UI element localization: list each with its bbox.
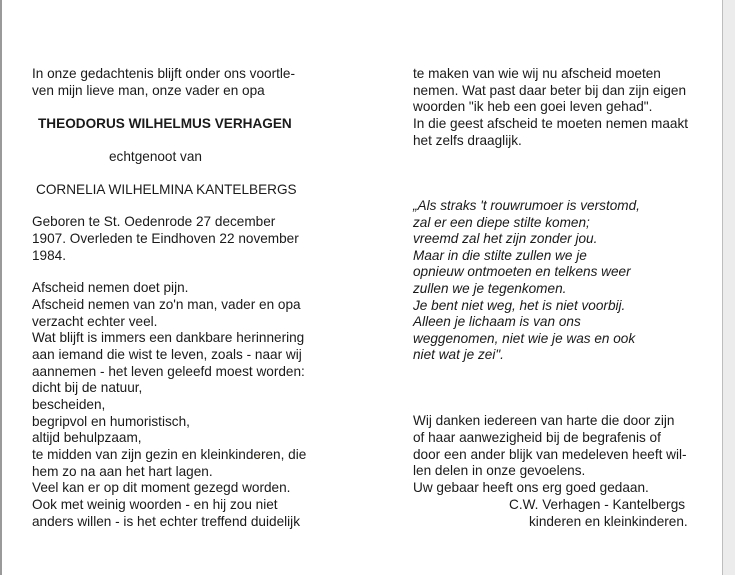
scan-left-edge	[0, 0, 2, 575]
relation-label: echtgenoot van	[109, 149, 202, 164]
poem-line: weggenomen, niet wie je was en ook	[413, 331, 636, 346]
tribute-line: aannemen - het leven geleefd moest worden:	[32, 364, 305, 379]
poem-line: opnieuw ontmoeten en telkens weer	[413, 264, 631, 279]
thanks-line: Wij danken iedereen van harte die door zijn	[413, 413, 675, 428]
tribute-line: begripvol en humoristisch,	[32, 414, 190, 429]
poem-line: zullen we je tegenkomen.	[413, 281, 567, 296]
tribute-line: aan iemand die wist te leven, zoals - naar wij	[32, 347, 302, 362]
tribute-line: anders willen - is het echter treffend duidelijk	[32, 514, 300, 529]
tribute-line: altijd behulpzaam,	[32, 430, 142, 445]
tribute-line: Afscheid nemen doet pijn.	[32, 280, 189, 295]
continuation-line: nemen. Wat past daar beter bij dan zijn eigen	[413, 83, 687, 98]
poem-line: vreemd zal het zijn zonder jou.	[413, 231, 598, 246]
tribute-line: dicht bij de natuur,	[32, 380, 143, 395]
dates-line: Geboren te St. Oedenrode 27 december	[32, 214, 276, 229]
spouse-name: CORNELIA WILHELMINA KANTELBERGS	[36, 182, 297, 197]
tribute-line: te midden van zijn gezin en kleinkinderen, die	[32, 447, 307, 462]
scan-right-margin	[722, 0, 735, 575]
deceased-name: THEODORUS WILHELMUS VERHAGEN	[38, 116, 292, 131]
poem-line: Alleen je lichaam is van ons	[413, 314, 581, 329]
continuation-line: woorden "ik heb een goei leven gehad".	[413, 99, 653, 114]
intro-line: In onze gedachtenis blijft onder ons voortle-	[32, 66, 295, 81]
tribute-line: Ook met weinig woorden - en hij zou niet	[32, 497, 278, 512]
dates-line: 1984.	[32, 248, 67, 263]
tribute-line: Afscheid nemen van zo'n man, vader en opa	[32, 297, 301, 312]
signature-line: kinderen en kleinkinderen.	[529, 514, 688, 529]
tribute-line: Veel kan er op dit moment gezegd worden.	[32, 480, 291, 495]
continuation-line: het zelfs draaglijk.	[413, 133, 522, 148]
poem-line: „Als straks 't rouwrumoer is verstomd,	[413, 198, 640, 213]
tribute-line: Wat blijft is immers een dankbare herinnering	[32, 330, 305, 345]
intro-line: ven mijn lieve man, onze vader en opa	[32, 83, 265, 98]
thanks-line: door een ander blijk van medeleven heeft wil-	[413, 447, 687, 462]
poem-line: Je bent niet weg, het is niet voorbij.	[413, 298, 626, 313]
thanks-line: len delen in onze gevoelens.	[413, 463, 586, 478]
thanks-line: of haar aanwezigheid bij de begrafenis of	[413, 430, 661, 445]
tribute-line: verzacht echter veel.	[32, 314, 158, 329]
continuation-line: In die geest afscheid te moeten nemen maakt	[413, 116, 689, 131]
dates-line: 1907. Overleden te Eindhoven 22 november	[32, 231, 299, 246]
tribute-line: hem zo na aan het hart lagen.	[32, 464, 213, 479]
poem-line: Maar in die stilte zullen we je	[413, 248, 587, 263]
thanks-line: Uw gebaar heeft ons erg goed gedaan.	[413, 480, 649, 495]
tribute-line: bescheiden,	[32, 397, 106, 412]
signature-line: C.W. Verhagen - Kantelbergs	[509, 497, 686, 512]
poem-line: zal er een diepe stilte komen;	[413, 215, 590, 230]
continuation-line: te maken van wie wij nu afscheid moeten	[413, 66, 661, 81]
poem-line: niet wat je zei".	[413, 347, 504, 362]
